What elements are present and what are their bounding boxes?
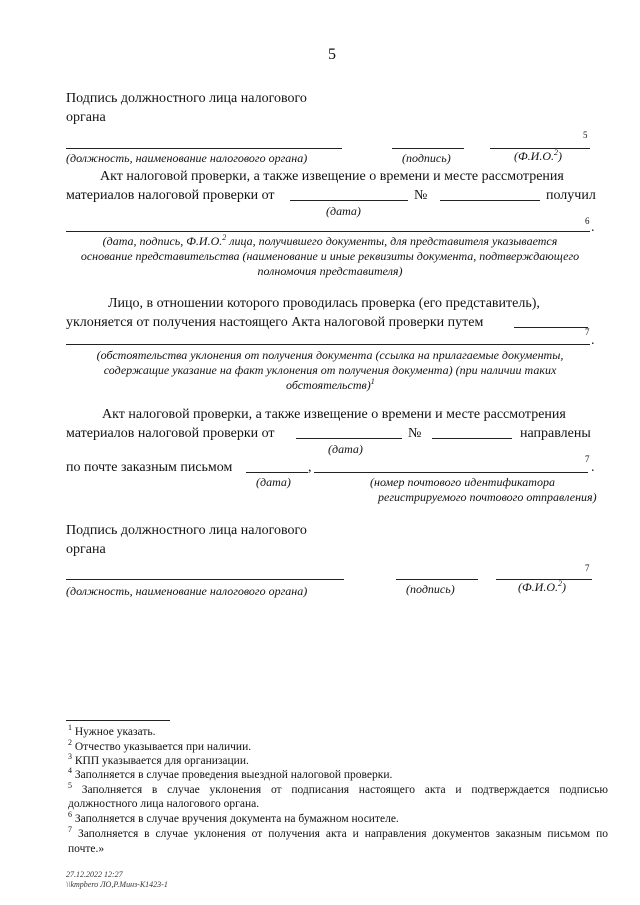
receipt-number-blank: [440, 200, 540, 201]
mail-number-blank: [432, 438, 512, 439]
sig2-footnote-mark: 7: [585, 563, 590, 573]
receipt-date-blank: [290, 200, 408, 201]
evasion-fill-end: .: [591, 333, 595, 348]
mail-number-sign: №: [408, 426, 422, 441]
receipt-line1: Акт налоговой проверки, а также извещение о времени и месте рассмотрения: [100, 169, 564, 184]
receipt-caption-line3: полномочия представителя): [257, 264, 403, 278]
mail-date-caption: (дата): [328, 442, 363, 456]
evasion-line2: уклоняется от получения настоящего Акта налоговой проверки путем: [66, 315, 484, 330]
mail-line3-label: по почте заказным письмом: [66, 460, 233, 475]
mail-date-caption-2: (дата): [256, 475, 291, 489]
page-number: 5: [328, 46, 336, 63]
receipt-caption-line1: (дата, подпись, Ф.И.О.$^2$ лица, получившего документы, для представителя указывается: [102, 233, 558, 248]
receipt-number-sign: №: [414, 188, 428, 203]
print-stamp-line2: \\kmpbero ЛО,Р.Минз-К1423-1: [66, 880, 168, 889]
footnote-2: $^2$ Отчество указывается при наличии.: [68, 738, 252, 753]
sig2-title-line1: Подпись должностного лица налогового: [66, 523, 307, 538]
mail-sent-word: направлены: [520, 426, 591, 441]
mail-line2-label: материалов налоговой проверки от: [66, 426, 275, 441]
mail-date-blank-2: [246, 472, 308, 473]
footnote-7: $^7$ Заполняется в случае уклонения от получения акта и направления документов заказным письмом по: [68, 825, 609, 840]
sig1-position-caption: (должность, наименование налогового органа): [66, 151, 308, 165]
mail-id-caption-line2: регистрируемого почтового отправления): [378, 490, 597, 504]
receipt-line2-label: материалов налоговой проверки от: [66, 188, 275, 203]
sig1-title-line2: органа: [66, 110, 106, 125]
sig1-signature-line: [392, 148, 464, 149]
mail-date-blank: [296, 438, 402, 439]
print-stamp-line1: 27.12.2022 12:27: [66, 870, 123, 879]
sig1-fio-caption: (Ф.И.О.$^2$): [514, 148, 562, 163]
mail-footnote-mark: 7: [585, 454, 590, 464]
receipt-fill-end: .: [591, 220, 595, 235]
mail-id-blank: [314, 472, 588, 473]
receipt-received-word: получил: [546, 188, 596, 203]
evasion-footnote-mark: 7: [585, 327, 590, 337]
evasion-caption-line2: содержащие указание на факт уклонения от получения документа) (при наличии таких: [103, 363, 557, 377]
sig2-position-caption: (должность, наименование налогового органа): [66, 584, 308, 598]
mail-comma: ,: [308, 460, 312, 475]
footnote-5-cont: должностного лица налогового органа.: [68, 798, 260, 810]
receipt-date-caption: (дата): [326, 204, 361, 218]
evasion-caption-line1: (обстоятельства уклонения от получения документа (ссылка на прилагаемые документы,: [96, 348, 564, 362]
evasion-blank-1: [514, 327, 588, 328]
sig2-signature-line: [396, 579, 478, 580]
receipt-fill-line: [66, 231, 590, 232]
sig1-footnote-mark: 5: [583, 130, 588, 140]
evasion-caption-line3: обстоятельств)$^1$: [286, 377, 375, 392]
footnote-1: $^1$ Нужное указать.: [68, 723, 156, 738]
evasion-fill-line: [66, 344, 590, 345]
sig1-position-line: [66, 148, 342, 149]
mail-id-caption-line1: (номер почтового идентификатора: [370, 475, 555, 489]
sig1-signature-caption: (подпись): [402, 151, 451, 165]
footnote-4: $^4$ Заполняется в случае проведения выездной налоговой проверки.: [68, 766, 393, 781]
footnote-6: $^6$ Заполняется в случае вручения документа на бумажном носителе.: [68, 810, 399, 825]
receipt-caption-line2: основание представительства (наименование и иные реквизиты документа, подтверждающего: [80, 249, 580, 263]
evasion-line1: Лицо, в отношении которого проводилась проверка (его представитель),: [108, 296, 540, 311]
footnote-3: $^3$ КПП указывается для организации.: [68, 752, 249, 767]
sig2-fio-caption: (Ф.И.О.$^2$): [518, 579, 566, 594]
footnote-7-cont: почте.»: [68, 843, 105, 855]
mail-fill-end: .: [591, 460, 595, 475]
footnote-separator: [66, 720, 170, 721]
sig2-position-line: [66, 579, 344, 580]
sig2-signature-caption: (подпись): [406, 582, 455, 596]
sig1-title-line1: Подпись должностного лица налогового: [66, 91, 307, 106]
receipt-footnote-mark: 6: [585, 216, 590, 226]
footnote-5: $^5$ Заполняется в случае уклонения от подписания настоящего акта и подтверждается подписью: [68, 781, 609, 796]
mail-line1: Акт налоговой проверки, а также извещение о времени и месте рассмотрения: [102, 407, 566, 422]
sig2-title-line2: органа: [66, 542, 106, 557]
